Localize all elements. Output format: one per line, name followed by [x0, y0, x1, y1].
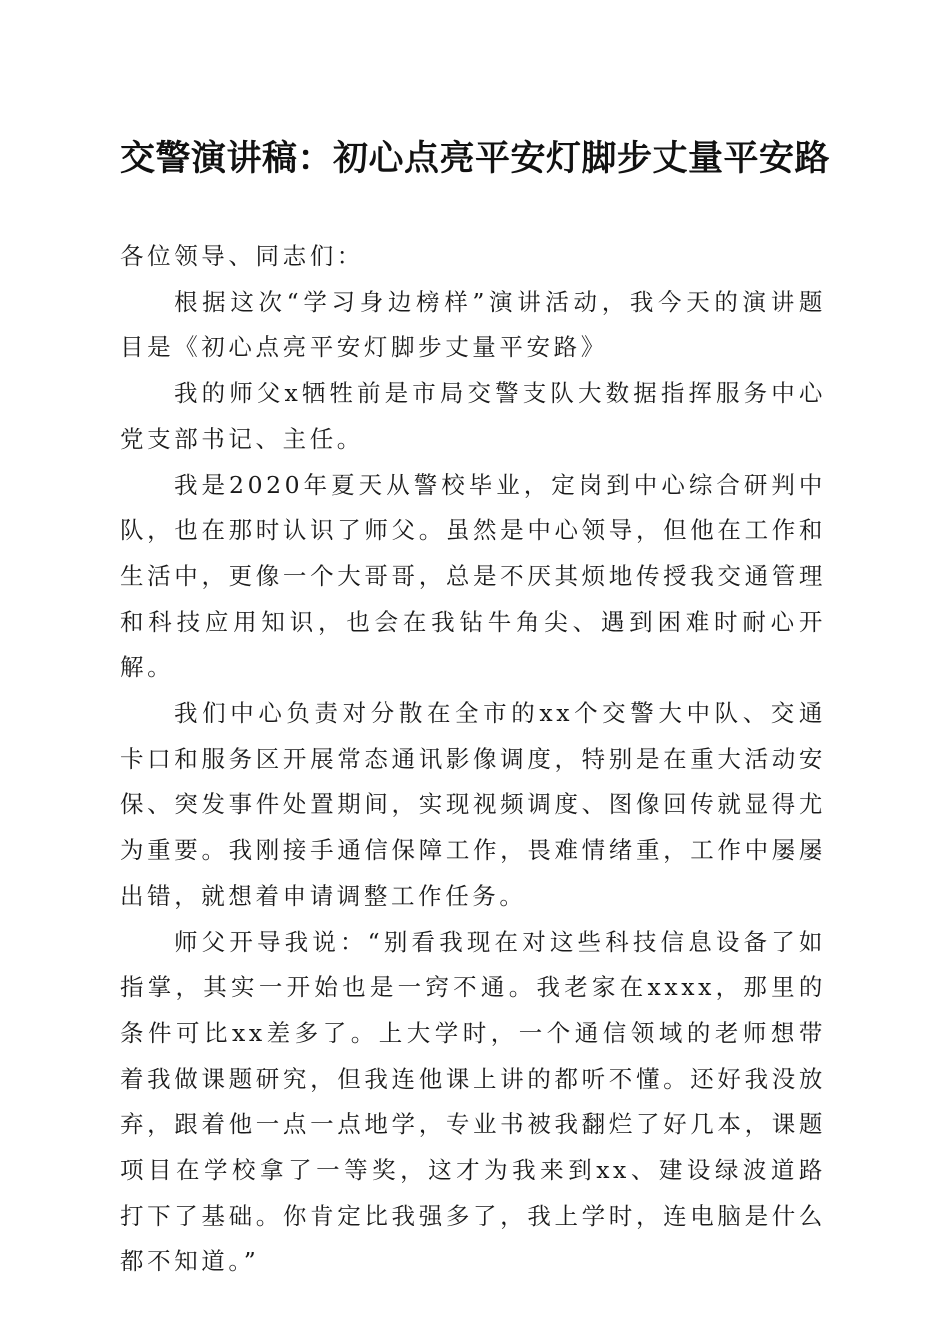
document-title: 交警演讲稿：初心点亮平安灯脚步丈量平安路: [119, 138, 830, 179]
paragraph-5: 师父开导我说：“别看我现在对这些科技信息设备了如指掌，其实一开始也是一窍不通。我老家在xxxx，那里的条件可比xx差多了。上大学时，一个通信领域的老师想带着我做课题研究，但我连他课上讲的都听不懂。还好我没放弃，跟着他一点一点地学，专业书被我翻烂了好几本，课题项目在学校拿了一等奖，这才为我来到xx、建设绿波道路打下了基础。你肯定比我强多了，我上学时，连电脑是什么都不知道。”: [120, 927, 826, 1276]
paragraph-3: 我是2020年夏天从警校毕业，定岗到中心综合研判中队，也在那时认识了师父。虽然是中心领导，但他在工作和生活中，更像一个大哥哥，总是不厌其烦地传授我交通管理和科技应用知识，也会在我钻牛角尖、遇到困难时耐心开解。: [120, 470, 826, 682]
paragraph-2: 我的师父x牺牲前是市局交警支队大数据指挥服务中心党支部书记、主任。: [120, 379, 826, 453]
paragraph-1: 根据这次“学习身边榜样”演讲活动，我今天的演讲题目是《初心点亮平安灯脚步丈量平安路》: [120, 287, 826, 362]
salutation: 各位领导、同志们：: [120, 242, 364, 270]
paragraph-4: 我们中心负责对分散在全市的xx个交警大中队、交通卡口和服务区开展常态通讯影像调度，特别是在重大活动安保、突发事件处置期间，实现视频调度、图像回传就显得尤为重要。我刚接手通信保障工作，畏难情绪重，工作中屡屡出错，就想着申请调整工作任务。: [120, 699, 826, 910]
document-body: [120, 234, 826, 1285]
